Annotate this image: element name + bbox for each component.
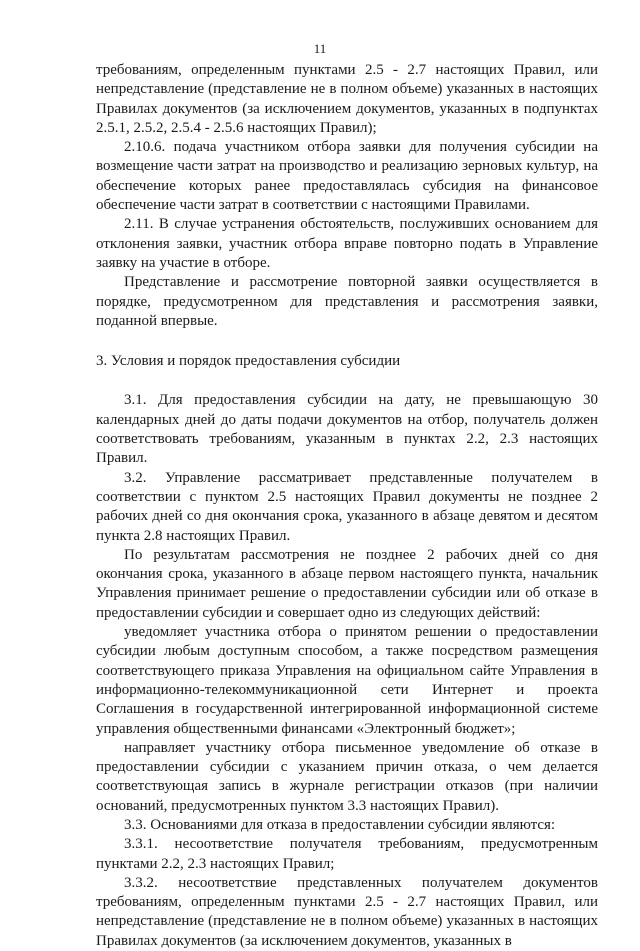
- paragraph-2-11: 2.11. В случае устранения обстоятельств, послуживших основанием для отклонения заявки, участник отбора вправе повторно подать в Управление заявку на участие в отборе.: [96, 216, 598, 271]
- paragraph-3-3: 3.3. Основаниями для отказа в предоставлении субсидии являются:: [124, 816, 556, 833]
- paragraph-continuation: требованиям, определенным пунктами 2.5 - 2.7 настоящих Правил, или непредставление (представление не в полном объеме) указанных в настоящих Правилах документов (за исключением документов, указанных в подпунктах 2.5.1, 2.5.2, 2.5.4 - 2.5.6 настоящих Правил);: [96, 62, 598, 136]
- paragraph-3-1: 3.1. Для предоставления субсидии на дату, не превышающую 30 календарных дней до даты подачи документов на отбор, получатель должен соответствовать требованиям, указанным в пунктах 2.2, 2.3 настоящих Правил.: [96, 392, 598, 467]
- paragraph-3-3-1: 3.3.1. несоответствие получателя требованиям, предусмотренным пунктами 2.2, 2.3 настоящих Правил;: [96, 836, 598, 872]
- document-body: [96, 61, 598, 951]
- section-heading: 3. Условия и порядок предоставления субсидии: [96, 353, 401, 370]
- paragraph-notify-refusal: направляет участнику отбора письменное уведомление об отказе в предоставлении субсидии с указанием причин отказа, о чем делается соответствующая запись в журнале регистрации отказов (при наличии оснований, предусмотренных пунктом 3.3 настоящих Правил).: [96, 739, 598, 814]
- page-number: 11: [313, 41, 327, 56]
- paragraph-3-3-2: 3.3.2. несоответствие представленных получателем документов требованиям, определенным пунктами 2.5 - 2.7 настоящих Правил, или непредставление (представление не в полном объеме) указанных в настоящих Правилах документов (за исключением документов, указанных в: [96, 874, 598, 949]
- paragraph-2-10-6: 2.10.6. подача участником отбора заявки для получения субсидии на возмещение части затрат на производство и реализацию зерновых культур, на обеспечение которых ранее предоставлялась субсидия на финансовое обеспечение части затрат в соответствии с настоящими Правилами.: [96, 139, 598, 214]
- paragraph-notify-approval: уведомляет участника отбора о принятом решении о предоставлении субсидии любым доступным способом, а также посредством размещения соответствующего приказа Управления на официальном сайте Управления в информационно-телекоммуникационной сети Интернет и проекта Соглашения в государственной интегрированной информационной системе управления общественными финансами «Электронный бюджет»;: [96, 624, 598, 737]
- paragraph-review-results: По результатам рассмотрения не позднее 2 рабочих дней со дня окончания срока, указанного в абзаце первом настоящего пункта, начальник Управления принимает решение о предоставлении субсидии или об отказе в предоставлении субсидии и совершает одно из следующих действий:: [96, 546, 598, 621]
- paragraph-repeat-application: Представление и рассмотрение повторной заявки осуществляется в порядке, предусмотренном для представления и рассмотрения заявки, поданной впервые.: [96, 274, 598, 329]
- paragraph-3-2: 3.2. Управление рассматривает представленные получателем в соответствии с пунктом 2.5 настоящих Правил документы не позднее 2 рабочих дней со дня окончания срока, указанного в абзаце девятом и десятом пункта 2.8 настоящих Правил.: [96, 469, 598, 544]
